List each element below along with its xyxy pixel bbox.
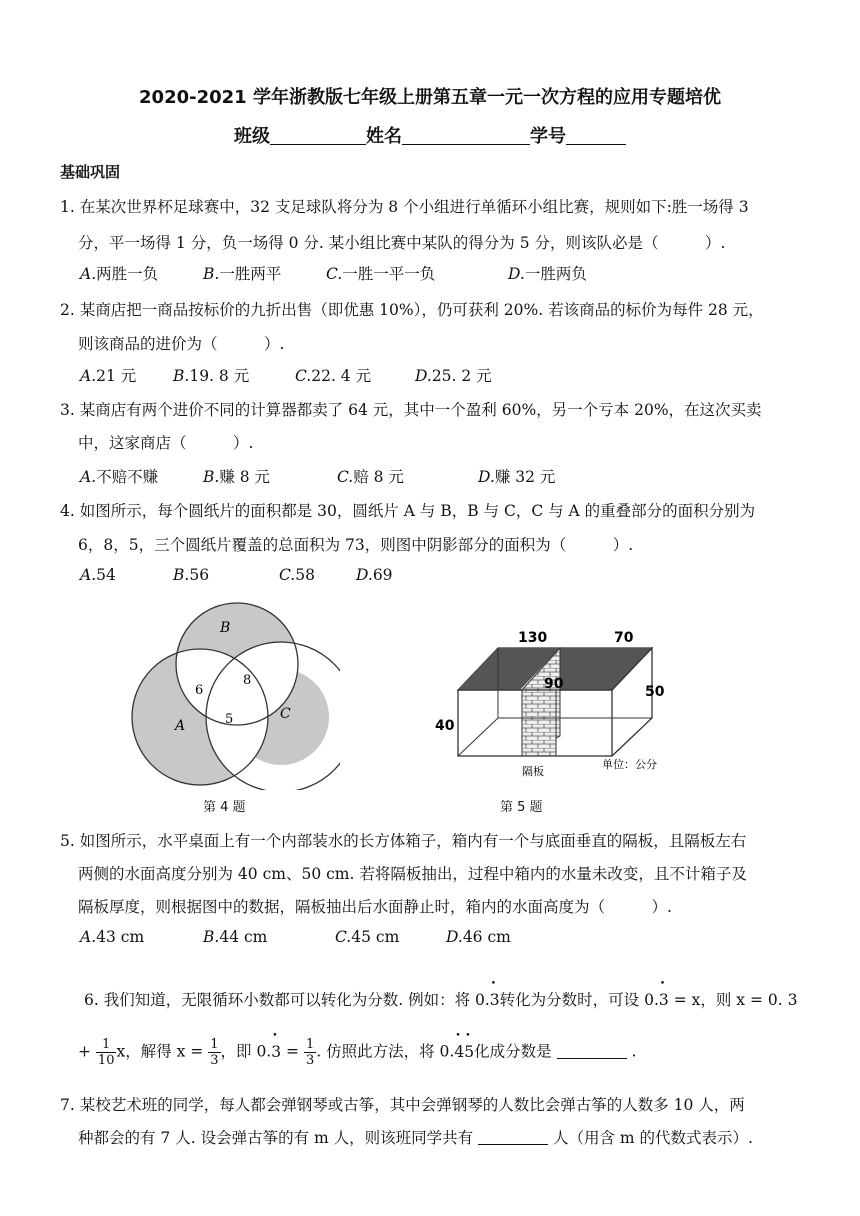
- class-label: 班级: [234, 126, 270, 147]
- q5-option-b: B.44 cm: [203, 928, 268, 946]
- q5-option-a: A.43 cm: [80, 928, 145, 946]
- repeating-digit: • 3: [271, 1043, 281, 1061]
- q3-option-c: C.赔 8 元: [337, 468, 404, 486]
- q3-option-b: B.赚 8 元: [203, 468, 271, 486]
- unit-label: 单位：公分: [602, 758, 657, 771]
- q3-line1: 3. 某商店有两个进价不同的计算器都卖了 64 元，其中一个盈利 60%，另一个亏本 20%，在这次买卖: [60, 401, 762, 419]
- repeating-digit: • 5: [464, 1043, 474, 1061]
- q7-line2: 种都会的有 7 人. 设会弹古筝的有 m 人，则该班同学共有 人（用含 m 的代数式表示）.: [78, 1129, 753, 1147]
- box-divider-figure: [430, 628, 670, 783]
- dim-90: 90: [544, 676, 564, 692]
- figure5-caption: 第 5 题: [500, 800, 543, 815]
- venn-diagram-figure: [125, 600, 340, 790]
- name-blank[interactable]: [402, 126, 530, 145]
- q4-line1: 4. 如图所示，每个圆纸片的面积都是 30，圆纸片 A 与 B，B 与 C，C 与 A 的重叠部分的面积分别为: [60, 502, 756, 520]
- q1-line2: 分，平一场得 1 分，负一场得 0 分. 某小组比赛中某队的得分为 5 分，则该队必是（ ）.: [78, 234, 726, 252]
- q2-option-b: B.19. 8 元: [173, 367, 250, 385]
- dim-40: 40: [435, 718, 455, 734]
- q3-option-a: A.不赔不赚: [80, 468, 159, 486]
- label-b: B: [220, 620, 231, 636]
- q6-answer-blank[interactable]: [557, 1042, 627, 1059]
- dim-50: 50: [645, 684, 665, 700]
- repeating-digit: • 3: [490, 991, 500, 1009]
- overlap-bc: 8: [243, 673, 252, 688]
- figure4-caption: 第 4 题: [203, 800, 246, 815]
- q1-line1: 1. 在某次世界杯足球赛中，32 支足球队将分为 8 个小组进行单循环小组比赛，规则如下:胜一场得 3: [60, 198, 749, 216]
- q3-option-d: D.赚 32 元: [478, 468, 556, 486]
- fraction-1-10: $\frac{1}{10}$: [97, 1037, 115, 1068]
- id-blank[interactable]: [566, 126, 626, 145]
- q4-option-a: A.54: [80, 566, 116, 584]
- q7-answer-blank[interactable]: [478, 1128, 548, 1145]
- q2-option-c: C.22. 4 元: [295, 367, 372, 385]
- q2-line2: 则该商品的进价为（ ）.: [78, 335, 285, 353]
- student-info-line: [0, 122, 860, 148]
- q1-option-a: A.两胜一负: [80, 265, 159, 283]
- id-label: 学号: [530, 126, 566, 147]
- q2-option-d: D.25. 2 元: [415, 367, 492, 385]
- dim-70: 70: [614, 630, 634, 646]
- q6-line2: + $\frac{1}{10}$ x，解得 x = $\frac{1}{3}$ ，即 0.• 3 = $\frac{1}{3}$ . 仿照此方法，将 0.• 4• 5化成分数是 .: [78, 1037, 636, 1068]
- name-label: 姓名: [366, 126, 402, 147]
- section-heading: 基础巩固: [60, 163, 121, 181]
- q3-line2: 中，这家商店（ ）.: [78, 434, 254, 452]
- q5-line3: 隔板厚度，则根据图中的数据，隔板抽出后水面静止时，箱内的水面高度为（ ）.: [78, 898, 672, 916]
- q2-option-a: A.21 元: [80, 367, 137, 385]
- q4-line2: 6，8，5，三个圆纸片覆盖的总面积为 73，则图中阴影部分的面积为（ ）.: [78, 536, 634, 554]
- label-c: C: [280, 706, 291, 722]
- q1-option-c: C.一胜一平一负: [326, 265, 436, 283]
- q4-option-b: B.56: [173, 566, 210, 584]
- fraction-1-3: $\frac{1}{3}$: [210, 1037, 219, 1068]
- q2-line1: 2. 某商店把一商品按标价的九折出售（即优惠 10%），仍可获利 20%. 若该商品的标价为每件 28 元，: [60, 301, 764, 319]
- repeating-digit: • 3: [659, 991, 669, 1009]
- q5-option-c: C.45 cm: [335, 928, 400, 946]
- q4-option-c: C.58: [279, 566, 315, 584]
- page-title: 2020-2021 学年浙教版七年级上册第五章一元一次方程的应用专题培优: [139, 87, 721, 108]
- q6-line1: 6. 我们知道，无限循环小数都可以转化为分数. 例如：将 0.• 3转化为分数时，可设 0.• 3 = x，则 x = 0. 3: [84, 988, 797, 1010]
- fraction-1-3: $\frac{1}{3}$: [305, 1037, 315, 1068]
- q4-option-d: D.69: [356, 566, 393, 584]
- dim-130: 130: [518, 630, 548, 646]
- q5-line2: 两侧的水面高度分别为 40 cm、50 cm. 若将隔板抽出，过程中箱内的水量未改变，且不计箱子及: [78, 865, 747, 883]
- overlap-ab: 6: [195, 683, 204, 698]
- q7-line1: 7. 某校艺术班的同学，每人都会弹钢琴或古筝，其中会弹钢琴的人数比会弹古筝的人数多 10 人，两: [60, 1096, 745, 1114]
- q1-option-b: B.一胜两平: [203, 265, 282, 283]
- q5-line1: 5. 如图所示，水平桌面上有一个内部装水的长方体箱子，箱内有一个与底面垂直的隔板，且隔板左右: [60, 832, 747, 850]
- overlap-ca: 5: [225, 712, 234, 727]
- repeating-digit: • 4: [454, 1043, 464, 1061]
- q1-option-d: D.一胜两负: [508, 265, 587, 283]
- class-blank[interactable]: [270, 126, 366, 145]
- q5-option-d: D.46 cm: [446, 928, 511, 946]
- label-a: A: [175, 718, 186, 734]
- divider-label: 隔板: [522, 765, 544, 778]
